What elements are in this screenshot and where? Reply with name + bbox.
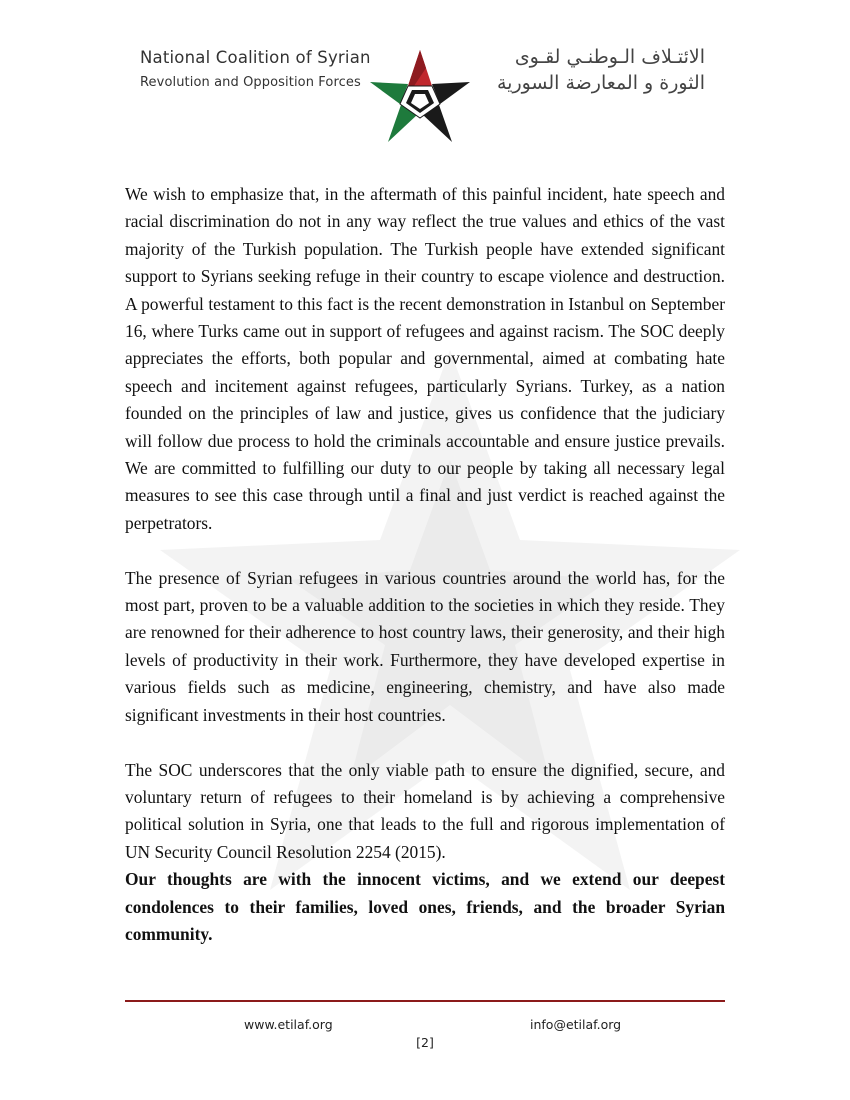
org-name-ar-line1: الائتـلاف الـوطنـي لقـوى [514,46,705,68]
coalition-star-logo-icon [368,46,472,146]
footer-email-link[interactable]: info@etilaf.org [530,1017,622,1032]
org-name-ar-line2: الثورة و المعارضة السورية [496,72,705,94]
closing-statement: Our thoughts are with the innocent victims, and we extend our deepest condolences to their families, loved ones, friends, and the broader Syrian community. [125,869,725,944]
body-paragraph-1: We wish to emphasize that, in the aftermath of this painful incident, hate speech and racial discrimination do not in any way reflect the true values and ethics of the vast majority of the Turkish population. The Turkish people have extended significant support to Syrians seeking refuge in their country to escape violence and destruction. A powerful testament to this fact is the recent demonstration in Istanbul on September 16, where Turks came out in support of refugees and against racism. The SOC deeply appreciates the efforts, both popular and governmental, aimed at combating hate speech and incitement against refugees, particularly Syrians. Turkey, as a nation founded on the principles of law and justice, gives us confidence that the judiciary will follow due process to hold the criminals accountable and ensure justice prevails. We are committed to fulfilling our duty to our people by taking all necessary legal measures to see this case through until a final and just verdict is reached against the perpetrators. [125,184,725,533]
org-name-english [140,48,371,90]
document-body [125,181,725,948]
body-paragraph-3: The SOC underscores that the only viable path to ensure the dignified, secure, and voluntary return of refugees to their homeland is by achieving a comprehensive political solution in Syria, one that leads to the full and rigorous implementation of UN Security Council Resolution 2254 (2015). [125,759,725,862]
footer-website-link[interactable]: www.etilaf.org [244,1017,333,1032]
org-name-arabic [497,46,705,94]
org-name-en-line2: Revolution and Opposition Forces [140,75,361,90]
footer-divider [125,1000,725,1002]
page-number: [2] [416,1035,434,1050]
body-paragraph-2: The presence of Syrian refugees in various countries around the world has, for the most part, proven to be a valuable addition to the societies in which they reside. They are renowned for their adherence to host country laws, their generosity, and their high levels of productivity in their work. Furthermore, they have developed expertise in various fields such as medicine, engineering, chemistry, and have also made significant investments in their host countries. [125,567,725,725]
org-name-en-line1: National Coalition of Syrian [140,48,371,67]
